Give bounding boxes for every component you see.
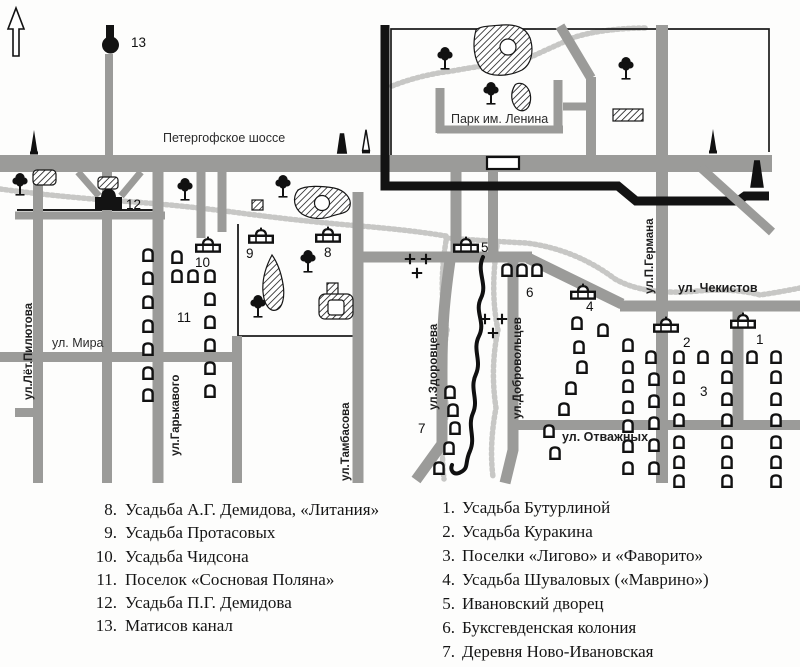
bridge-icon bbox=[487, 157, 519, 169]
house-icon bbox=[434, 462, 443, 473]
site-number-1: 1 bbox=[756, 332, 764, 347]
site-number-8: 8 bbox=[324, 245, 332, 260]
legend-item: 12. Усадьба П.Г. Демидова bbox=[95, 593, 292, 613]
site-number-4: 4 bbox=[586, 299, 594, 314]
site-number-11: 11 bbox=[177, 310, 192, 325]
house-icon bbox=[771, 414, 780, 425]
house-icon bbox=[188, 270, 197, 281]
house-icon bbox=[674, 393, 683, 404]
house-icon bbox=[722, 393, 731, 404]
site-number-5: 5 bbox=[481, 240, 489, 255]
site-number-10: 10 bbox=[195, 255, 211, 270]
label-otvazhnykh: ул. Отважных bbox=[562, 430, 649, 444]
house-icon bbox=[444, 442, 453, 453]
house-icon bbox=[674, 475, 683, 486]
site-number-13: 13 bbox=[131, 35, 147, 50]
label-dobrovoltsev: ул.Добровольцев bbox=[512, 317, 524, 419]
house-icon bbox=[674, 414, 683, 425]
house-icon bbox=[649, 439, 658, 450]
label-tambasova: ул.Тамбасова bbox=[340, 402, 352, 481]
legend-item: 11. Поселок «Сосновая Поляна» bbox=[96, 569, 335, 589]
house-icon bbox=[559, 403, 568, 414]
house-icon bbox=[574, 341, 583, 352]
legend-item: 1. Усадьба Бутурлиной bbox=[442, 498, 611, 517]
house-icon bbox=[577, 361, 586, 372]
house-icon bbox=[598, 324, 607, 335]
house-icon bbox=[649, 417, 658, 428]
house-icon bbox=[623, 361, 632, 372]
house-icon bbox=[674, 351, 683, 362]
house-icon bbox=[517, 264, 526, 275]
house-icon bbox=[722, 371, 731, 382]
house-icon bbox=[205, 339, 214, 350]
house-icon bbox=[550, 447, 559, 458]
house-icon bbox=[205, 293, 214, 304]
house-icon bbox=[143, 367, 152, 378]
house-icon bbox=[623, 339, 632, 350]
house-icon bbox=[771, 393, 780, 404]
site-number-3: 3 bbox=[700, 384, 708, 399]
house-icon bbox=[623, 462, 632, 473]
house-icon bbox=[649, 395, 658, 406]
site-number-12: 12 bbox=[126, 197, 142, 212]
house-icon bbox=[722, 436, 731, 447]
house-icon bbox=[722, 351, 731, 362]
house-icon bbox=[172, 270, 181, 281]
house-icon bbox=[771, 351, 780, 362]
label-mira: ул. Мира bbox=[52, 336, 104, 350]
legend-item: 5. Ивановский дворец bbox=[442, 594, 604, 613]
house-icon bbox=[623, 380, 632, 391]
house-icon bbox=[674, 371, 683, 382]
house-icon bbox=[532, 264, 541, 275]
house-icon bbox=[502, 264, 511, 275]
legend-left-column bbox=[84, 498, 379, 638]
site-number-6: 6 bbox=[526, 285, 534, 300]
house-icon bbox=[623, 401, 632, 412]
house-icon bbox=[205, 316, 214, 327]
legend-item: 6. Буксгевденская колония bbox=[442, 618, 637, 637]
site-number-9: 9 bbox=[246, 246, 254, 261]
house-icon bbox=[649, 462, 658, 473]
label-germana: ул.П.Германа bbox=[644, 218, 656, 294]
house-icon bbox=[143, 272, 152, 283]
legend-item: 3. Поселки «Лигово» и «Фаворито» bbox=[442, 546, 703, 565]
house-icon bbox=[143, 389, 152, 400]
house-icon bbox=[205, 362, 214, 373]
house-icon bbox=[143, 296, 152, 307]
house-icon bbox=[572, 317, 581, 328]
legend-item: 2. Усадьба Куракина bbox=[442, 522, 593, 541]
legend-item: 7. Деревня Ново-Ивановская bbox=[442, 642, 654, 661]
house-icon bbox=[566, 382, 575, 393]
house-icon bbox=[649, 373, 658, 384]
legend-item: 13. Матисов канал bbox=[95, 616, 233, 636]
legend-item: 9. Усадьба Протасовых bbox=[104, 523, 276, 543]
house-icon bbox=[445, 386, 454, 397]
label-zdorovtseva: ул.Здоровцева bbox=[428, 323, 440, 410]
legend-item: 10. Усадьба Чидсона bbox=[95, 546, 249, 566]
legend-right-column bbox=[425, 496, 709, 664]
house-icon bbox=[646, 351, 655, 362]
label-pilyutova: ул.Лёт.Пилютова bbox=[23, 302, 35, 400]
house-icon bbox=[771, 436, 780, 447]
label-park-lenina: Парк им. Ленина bbox=[451, 112, 549, 126]
house-icon bbox=[450, 422, 459, 433]
house-icon bbox=[722, 456, 731, 467]
site-number-7: 7 bbox=[418, 421, 426, 436]
site-number-2: 2 bbox=[683, 335, 691, 350]
house-icon bbox=[674, 456, 683, 467]
legend-item: 8. Усадьба А.Г. Демидова, «Литания» bbox=[104, 500, 380, 519]
house-icon bbox=[698, 351, 707, 362]
legend-item: 4. Усадьба Шуваловых («Маврино») bbox=[442, 570, 709, 589]
house-icon bbox=[143, 320, 152, 331]
house-icon bbox=[722, 414, 731, 425]
house-icon bbox=[143, 343, 152, 354]
house-icon bbox=[544, 425, 553, 436]
house-icon bbox=[205, 270, 214, 281]
label-garkavogo: ул.Гарькавого bbox=[170, 374, 182, 456]
house-icon bbox=[205, 385, 214, 396]
label-chekistov: ул. Чекистов bbox=[678, 281, 758, 295]
house-icon bbox=[172, 251, 181, 262]
house-icon bbox=[143, 249, 152, 260]
label-petergof-highway: Петергофское шоссе bbox=[163, 131, 286, 145]
house-icon bbox=[771, 371, 780, 382]
house-icon bbox=[771, 475, 780, 486]
house-icon bbox=[771, 456, 780, 467]
house-icon bbox=[448, 404, 457, 415]
house-icon bbox=[747, 351, 756, 362]
house-icon bbox=[722, 475, 731, 486]
house-icon bbox=[674, 436, 683, 447]
